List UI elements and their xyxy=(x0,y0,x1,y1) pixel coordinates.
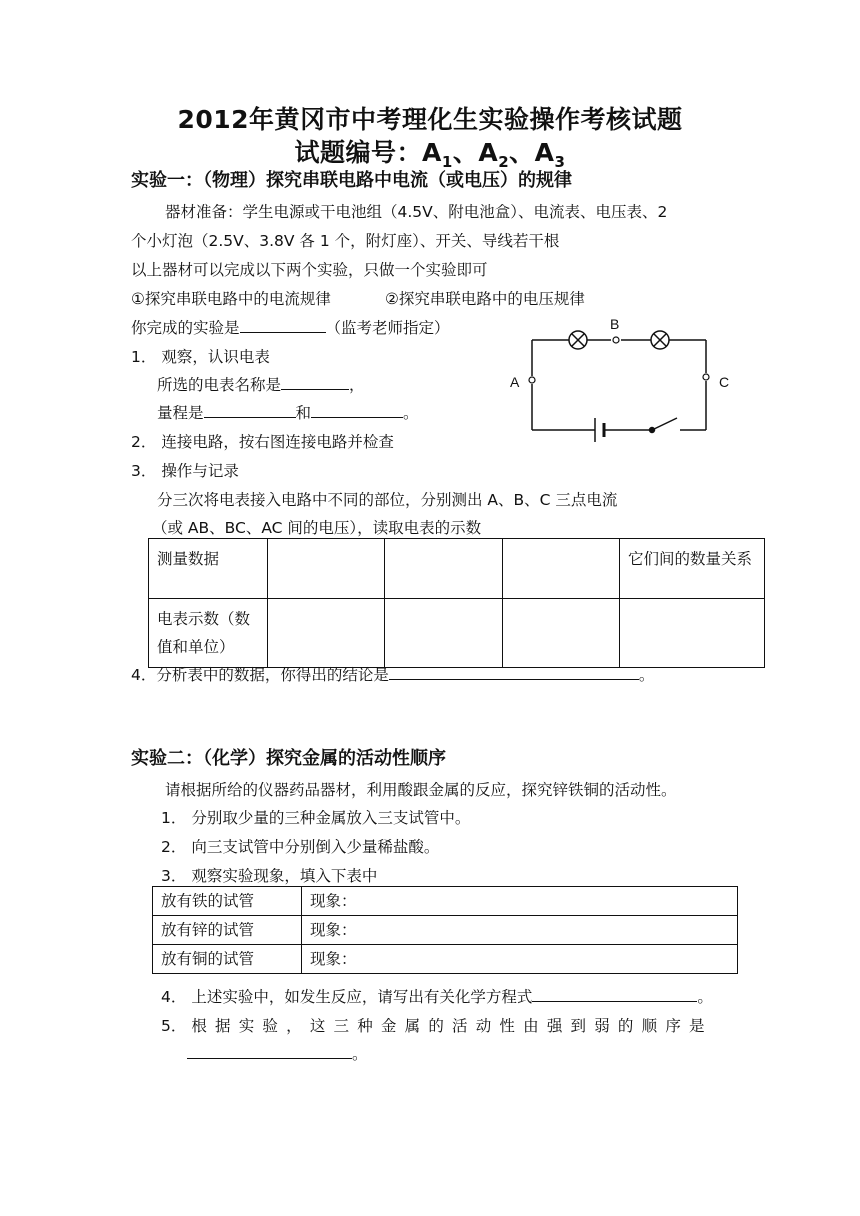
table-cell: 放有锌的试管 xyxy=(153,916,302,945)
meter-name-line: 所选的电表名称是 ， xyxy=(157,373,365,395)
exam-code: 试题编号：$A_1$、$A_2$、$A_3$ xyxy=(294,138,566,171)
conclusion-blank[interactable] xyxy=(389,663,639,680)
range-line: 量程是 和 。 xyxy=(157,401,419,423)
table-cell: 它们间的数量关系 xyxy=(620,539,765,599)
range-blank-2[interactable] xyxy=(311,401,403,418)
exp1-option-a: ①探究串联电路中的电流规律 xyxy=(131,290,331,308)
data-cell[interactable] xyxy=(503,539,620,599)
range-blank-1[interactable] xyxy=(204,401,296,418)
circuit-diagram xyxy=(500,315,740,445)
activity-order-blank[interactable] xyxy=(187,1042,352,1059)
terminal-a xyxy=(529,377,535,383)
exam-code-label: 试题编号： xyxy=(294,138,423,167)
exp1-equipment-line1: 器材准备：学生电源或干电池组（4.5V、附电池盒）、电流表、电压表、2 xyxy=(165,203,668,221)
bulb-1-icon xyxy=(569,331,587,349)
table-cell: 电表示数（数值和单位） xyxy=(149,599,268,668)
label-b: B xyxy=(610,316,620,332)
exp1-step1: 1． 观察，认识电表 xyxy=(131,348,270,366)
exp1-step3-line1: 分三次将电表接入电路中不同的部位，分别测出 A、B、C 三点电流 xyxy=(157,491,618,509)
exam-code-2: $A_2$ xyxy=(478,138,510,171)
equation-blank[interactable] xyxy=(532,985,697,1002)
battery-icon xyxy=(595,418,604,442)
exp2-step1: 1． 分别取少量的三种金属放入三支试管中。 xyxy=(161,809,471,827)
exp1-step3-line2: （或 AB、BC、AC 间的电压），读取电表的示数 xyxy=(152,519,482,537)
exp2-step3: 3． 观察实验现象，填入下表中 xyxy=(161,867,378,885)
terminal-c xyxy=(703,374,709,380)
exam-code-3: $A_3$ xyxy=(534,138,566,171)
exp2-step5-line2: 。 xyxy=(187,1042,368,1064)
table-cell: 测量数据 xyxy=(149,539,268,599)
label-a: A xyxy=(510,374,520,390)
exp2-step5: 5． 根据实验，这三种金属的活动性由强到弱的顺序是 xyxy=(161,1017,713,1035)
terminal-b xyxy=(613,337,619,343)
data-cell[interactable] xyxy=(503,599,620,668)
table-cell: 放有铜的试管 xyxy=(153,945,302,974)
data-cell[interactable] xyxy=(385,539,503,599)
exp1-heading: 实验一：（物理）探究串联电路中电流（或电压）的规律 xyxy=(131,170,572,191)
page-title: 2012年黄冈市中考理化生实验操作考核试题 xyxy=(177,105,683,134)
data-cell[interactable] xyxy=(620,599,765,668)
exp2-step2: 2． 向三支试管中分别倒入少量稀盐酸。 xyxy=(161,838,440,856)
data-cell[interactable] xyxy=(268,599,385,668)
observation-cell[interactable]: 现象： xyxy=(302,887,738,916)
exp1-note: 以上器材可以完成以下两个实验，只做一个实验即可 xyxy=(131,261,488,279)
exp1-step3: 3． 操作与记录 xyxy=(131,462,239,480)
exp2-step4: 4． 上述实验中，如发生反应，请写出有关化学方程式 。 xyxy=(161,985,713,1007)
observation-cell[interactable]: 现象： xyxy=(302,945,738,974)
metal-observation-table xyxy=(152,886,738,974)
measurement-table xyxy=(148,538,765,668)
exp1-step2: 2． 连接电路，按右图连接电路并检查 xyxy=(131,433,394,451)
label-c: C xyxy=(719,374,730,390)
meter-name-blank[interactable] xyxy=(281,373,349,390)
exp1-step4: 4．分析表中的数据，你得出的结论是 。 xyxy=(131,663,654,685)
exp2-intro: 请根据所给的仪器药品器材，利用酸跟金属的反应，探究锌铁铜的活动性。 xyxy=(165,781,677,799)
exam-code-1: $A_1$ xyxy=(422,138,453,171)
exp1-option-b: ②探究串联电路中的电压规律 xyxy=(385,290,585,308)
switch-icon xyxy=(650,418,678,433)
data-cell[interactable] xyxy=(385,599,503,668)
exp1-equipment-line2: 个小灯泡（2.5V、3.8V 各 1 个，附灯座）、开关、导线若干根 xyxy=(131,232,560,250)
exp1-completed-line: 你完成的实验是 （监考老师指定） xyxy=(131,316,450,338)
table-cell: 放有铁的试管 xyxy=(153,887,302,916)
data-cell[interactable] xyxy=(268,539,385,599)
exp2-heading: 实验二：（化学）探究金属的活动性顺序 xyxy=(131,748,446,769)
bulb-2-icon xyxy=(651,331,669,349)
completed-experiment-blank[interactable] xyxy=(240,316,326,333)
observation-cell[interactable]: 现象： xyxy=(302,916,738,945)
